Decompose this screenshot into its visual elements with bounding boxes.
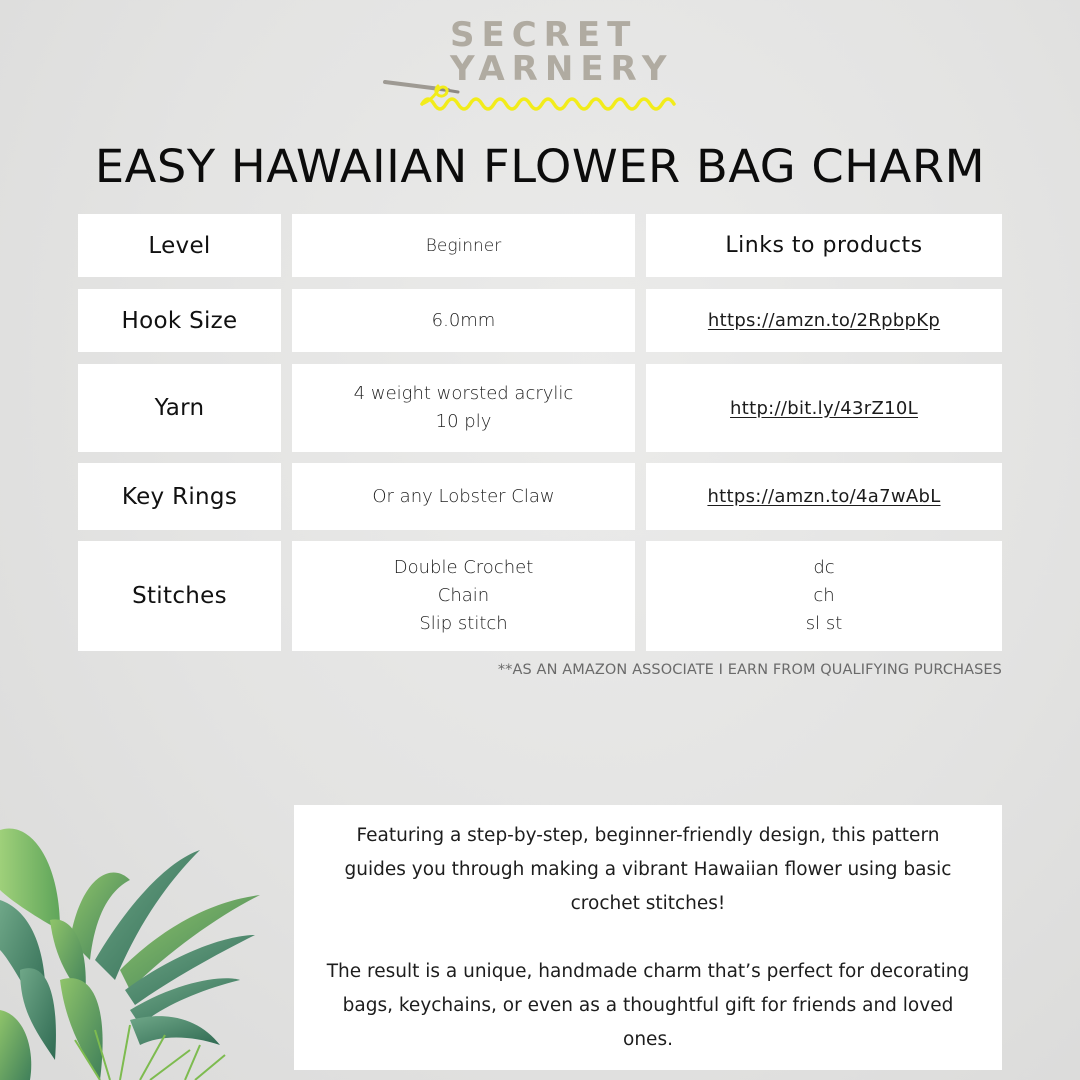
row-value-key-rings bbox=[292, 463, 635, 530]
secret-yarnery-logo bbox=[380, 14, 680, 114]
row-value-level bbox=[292, 214, 635, 277]
row-value-stitches bbox=[292, 541, 635, 651]
row-link-hook-size bbox=[646, 289, 1002, 352]
affiliate-disclaimer: **AS AN AMAZON ASSOCIATE I EARN FROM QUALIFYING PURCHASES bbox=[497, 662, 1002, 678]
links-column-header bbox=[646, 214, 1002, 277]
value-line: 6.0mm bbox=[431, 309, 496, 331]
description-paragraph-1: Featuring a step-by-step, beginner-friendly design, this pattern guides you through making a vibrant Hawaiian flower using basic crochet stitches! bbox=[344, 825, 952, 914]
value-line: 4 weight worsted acrylic bbox=[353, 383, 574, 404]
row-label-hook-size bbox=[78, 289, 281, 352]
hook-product-link[interactable]: https://amzn.to/2RpbpKp bbox=[707, 310, 941, 331]
row-link-yarn bbox=[646, 364, 1002, 452]
value-line: 10 ply bbox=[435, 411, 492, 432]
value-line: Beginner bbox=[425, 235, 502, 256]
stitch-name: Double Crochet bbox=[393, 557, 534, 578]
row-label-level bbox=[78, 214, 281, 277]
value-line: Or any Lobster Claw bbox=[372, 485, 555, 507]
key-rings-product-link[interactable]: https://amzn.to/4a7wAbL bbox=[707, 486, 941, 507]
stitch-abbreviation: ch bbox=[813, 585, 835, 606]
links-header-text: Links to products bbox=[725, 233, 923, 258]
stitch-name: Chain bbox=[437, 585, 490, 606]
row-label-stitches bbox=[78, 541, 281, 651]
description-box bbox=[294, 805, 1002, 1070]
potted-plant-image bbox=[0, 820, 290, 1080]
logo-text-yarnery: YARNERY bbox=[450, 49, 674, 89]
row-value-hook-size bbox=[292, 289, 635, 352]
row-label-text: Yarn bbox=[154, 395, 205, 421]
logo-text-secret: SECRET bbox=[450, 15, 638, 55]
row-abbrev-stitches bbox=[646, 541, 1002, 651]
row-label-text: Key Rings bbox=[121, 483, 238, 510]
row-label-text: Stitches bbox=[132, 583, 227, 609]
description-paragraph-2: The result is a unique, handmade charm that’s perfect for decorating bags, keychains, or even as a thoughtful gift for friends and loved ones. bbox=[326, 961, 970, 1050]
stitch-abbreviation: sl st bbox=[805, 613, 843, 634]
stitch-name: Slip stitch bbox=[419, 613, 508, 634]
crochet-hook-yarn-icon bbox=[380, 74, 680, 114]
row-label-text: Level bbox=[148, 232, 211, 259]
row-label-text: Hook Size bbox=[121, 307, 238, 334]
row-value-yarn bbox=[292, 364, 635, 452]
stitch-abbreviation: dc bbox=[813, 557, 835, 578]
row-label-key-rings bbox=[78, 463, 281, 530]
yarn-product-link[interactable]: http://bit.ly/43rZ10L bbox=[730, 397, 918, 419]
row-link-key-rings bbox=[646, 463, 1002, 530]
page-title: EASY HAWAIIAN FLOWER BAG CHARM bbox=[94, 140, 986, 193]
row-label-yarn bbox=[78, 364, 281, 452]
